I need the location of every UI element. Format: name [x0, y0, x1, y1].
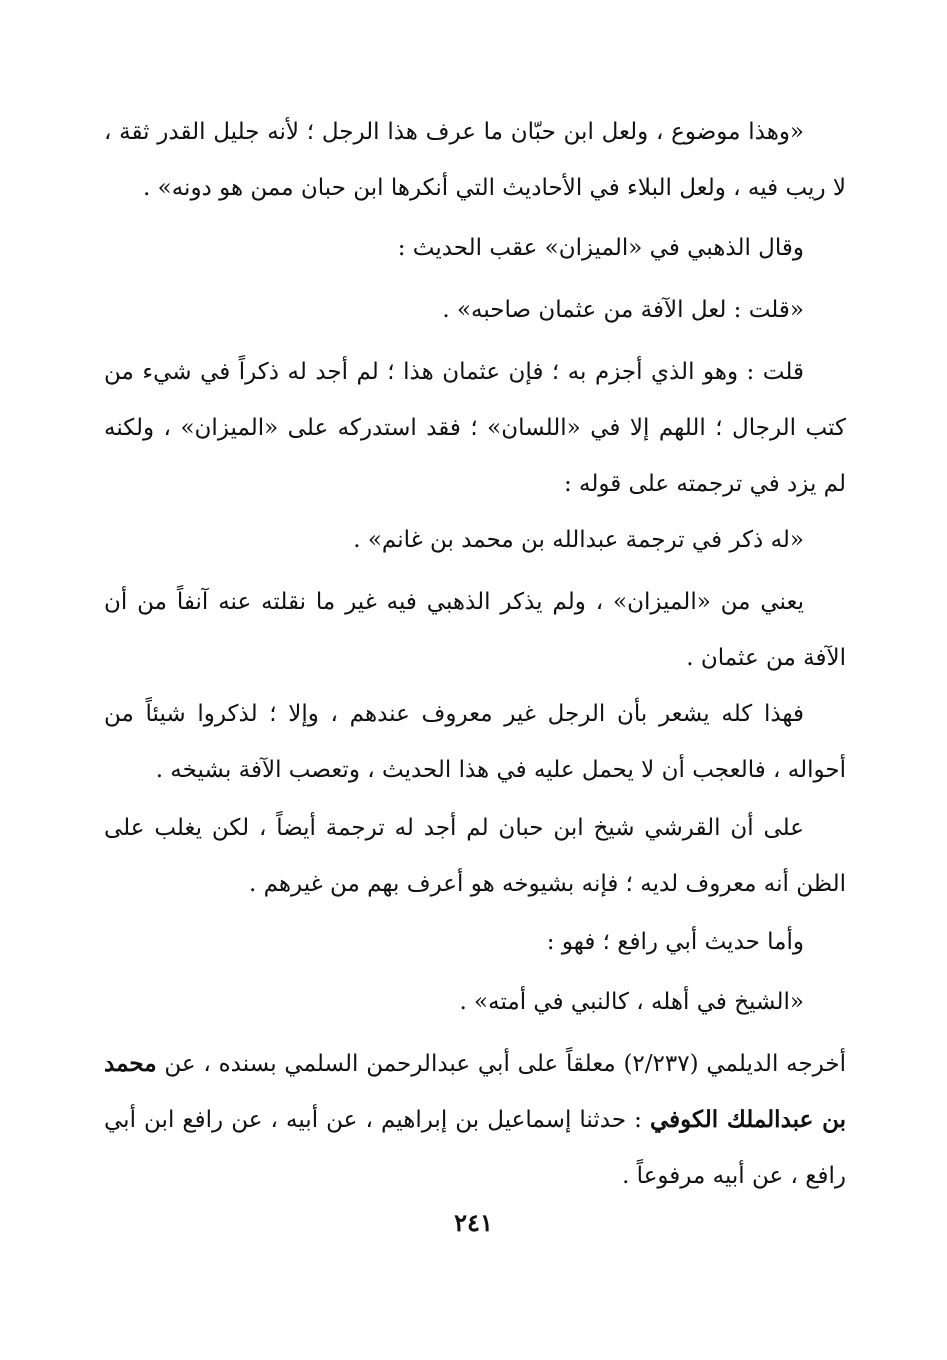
- page-number: ٢٤١: [454, 1208, 493, 1237]
- paragraph-4: قلت : وهو الذي أجزم به ؛ فإن عثمان هذا ؛ لم أجد له ذكراً في شيء من كتب الرجال ؛ اللهم إلا في «اللسان» ؛ فقد استدركه على «الميزان» ، ولكنه لم يزد في ترجمته على قوله :: [104, 359, 846, 497]
- paragraph-3: «قلت : لعل الآفة من عثمان صاحبه» .: [442, 297, 804, 323]
- paragraph-11: [104, 1036, 846, 1204]
- paragraph-5: «له ذكر في ترجمة عبدالله بن محمد بن غانم» .: [353, 527, 804, 553]
- paragraph-8: على أن القرشي شيخ ابن حبان لم أجد له ترجمة أيضاً ، لكن يغلب على الظن أنه معروف لديه ؛ فإنه بشيوخه هو أعرف بهم من غيرهم .: [104, 815, 846, 897]
- paragraph-6: يعني من «الميزان» ، ولم يذكر الذهبي فيه غير ما نقلته عنه آنفاً من أن الآفة من عثمان .: [104, 589, 846, 671]
- paragraph-11-part1: أخرجه الديلمي (٢/٢٣٧) معلقاً على أبي عبدالرحمن السلمي بسنده ، عن: [156, 1051, 846, 1077]
- paragraph-10: «الشيخ في أهله ، كالنبي في أمته» .: [459, 989, 804, 1015]
- paragraph-1: «وهذا موضوع ، ولعل ابن حبّان ما عرف هذا الرجل ؛ لأنه جليل القدر ثقة ، لا ريب فيه ، ولعل البلاء في الأحاديث التي أنكرها ابن حبان ممن هو دونه» .: [104, 119, 846, 201]
- paragraph-7: فهذا كله يشعر بأن الرجل غير معروف عندهم ، وإلا ؛ لذكروا شيئاً من أحواله ، فالعجب أن لا يحمل عليه في هذا الحديث ، وتعصب الآفة بشيخه .: [104, 701, 846, 783]
- paragraph-2: وقال الذهبي في «الميزان» عقب الحديث :: [397, 235, 804, 261]
- paragraph-11-part2: : حدثنا إسماعيل بن إبراهيم ، عن أبيه ، عن رافع ابن أبي رافع ، عن أبيه مرفوعاً .: [104, 1107, 846, 1189]
- narrator-name: محمد بن عبدالملك الكوفي: [104, 1050, 846, 1133]
- paragraph-9: وأما حديث أبي رافع ؛ فهو :: [546, 929, 804, 955]
